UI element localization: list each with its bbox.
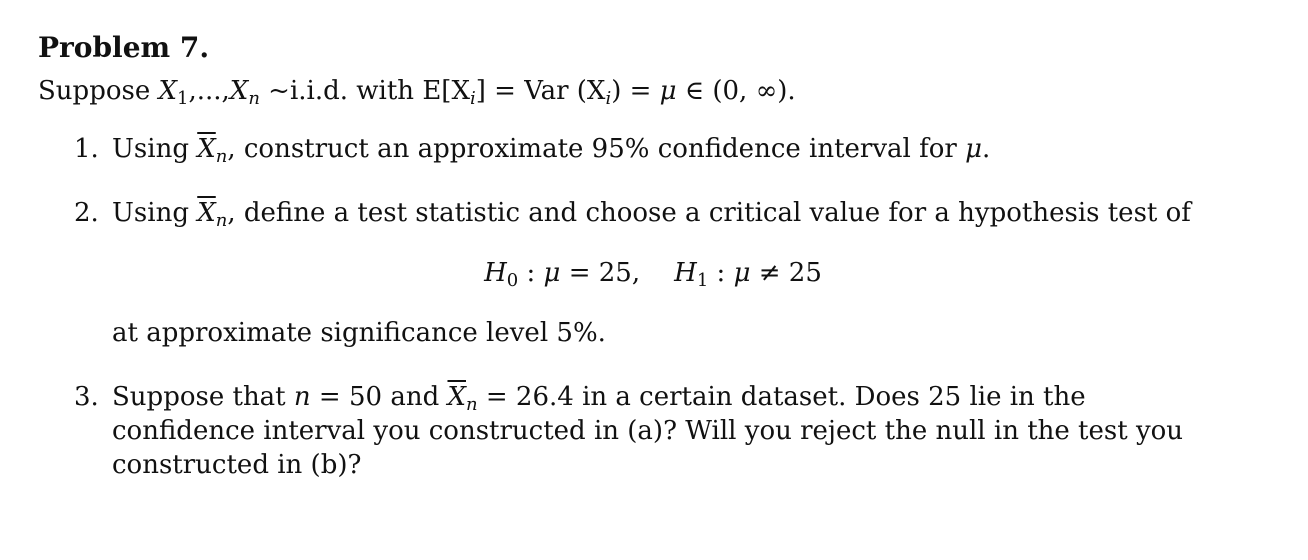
item-2-after: , define a test statistic and choose a critical value for a hypothesis test of [227, 198, 1191, 228]
item-text [112, 132, 1268, 166]
sub-i-2: i [605, 88, 612, 109]
item-number: 3. [74, 382, 99, 412]
list-item [38, 380, 1268, 482]
item-1-sub: n [215, 146, 228, 167]
dots: ,..., [188, 76, 230, 106]
sub-i-1: i [469, 88, 476, 109]
intro-text-1: Suppose [38, 76, 159, 106]
alt-h: H [674, 258, 697, 288]
item-1-mu: μ [965, 134, 982, 164]
item-2-tail: at approximate significance level 5%. [112, 318, 606, 348]
hypothesis-display [38, 256, 1268, 290]
item-3-before: Suppose that [112, 382, 294, 412]
item-number: 1. [74, 134, 99, 164]
intro-domain: ∈ (0, ∞). [676, 76, 796, 106]
problem-page [38, 30, 1268, 482]
null-h: H [484, 258, 507, 288]
item-3-sub: n [466, 394, 478, 415]
list-item [38, 132, 1268, 166]
null-sub: 0 [506, 270, 519, 291]
item-3-n: n [293, 382, 311, 412]
item-number: 2. [74, 198, 99, 228]
var-xn: X [229, 76, 249, 106]
intro-expectation: E[X [422, 76, 470, 106]
item-1-before: Using [112, 134, 198, 164]
item-1-xbar: $\overline{X}$ [197, 134, 216, 164]
intro-sequence [158, 76, 260, 109]
item-1-after: , construct an approximate 95% confidence interval for [227, 134, 966, 164]
list-item [38, 196, 1268, 350]
item-2-sub: n [215, 210, 228, 231]
sub-1: 1 [177, 88, 189, 109]
problem-list [38, 132, 1268, 482]
item-3-rest: = 26.4 in a certain dataset. Does 25 lie in the confidence interval you constructed in (a)? Will you reject the null in the test you constructed in (b)? [112, 382, 1184, 480]
item-2-xbar: $\overline{X}$ [197, 198, 216, 228]
item-1-end: . [982, 134, 991, 164]
alt-eq: ≠ 25 [750, 258, 822, 288]
problem-title: Problem 7. [38, 31, 210, 64]
intro-variance: ] = Var (X [475, 76, 606, 106]
null-mu: μ [543, 258, 561, 288]
intro-equals: ) = [611, 76, 660, 106]
intro-mu: μ [659, 76, 677, 106]
item-text [112, 380, 1230, 482]
problem-intro [38, 74, 1268, 108]
null-eq: = 25, [560, 258, 641, 288]
var-x1: X [158, 76, 178, 106]
alt-mu: μ [733, 258, 751, 288]
item-text [112, 196, 1268, 230]
alt-sub: 1 [696, 270, 709, 291]
alt-rel: : [708, 258, 734, 288]
item-3-xbar: $\overline{X}$ [447, 382, 466, 412]
item-3-eq1: = 50 and [310, 382, 448, 412]
intro-text-2: ~i.i.d. with [259, 76, 423, 106]
item-2-before: Using [112, 198, 198, 228]
null-rel: : [518, 258, 544, 288]
sub-n: n [248, 88, 260, 109]
